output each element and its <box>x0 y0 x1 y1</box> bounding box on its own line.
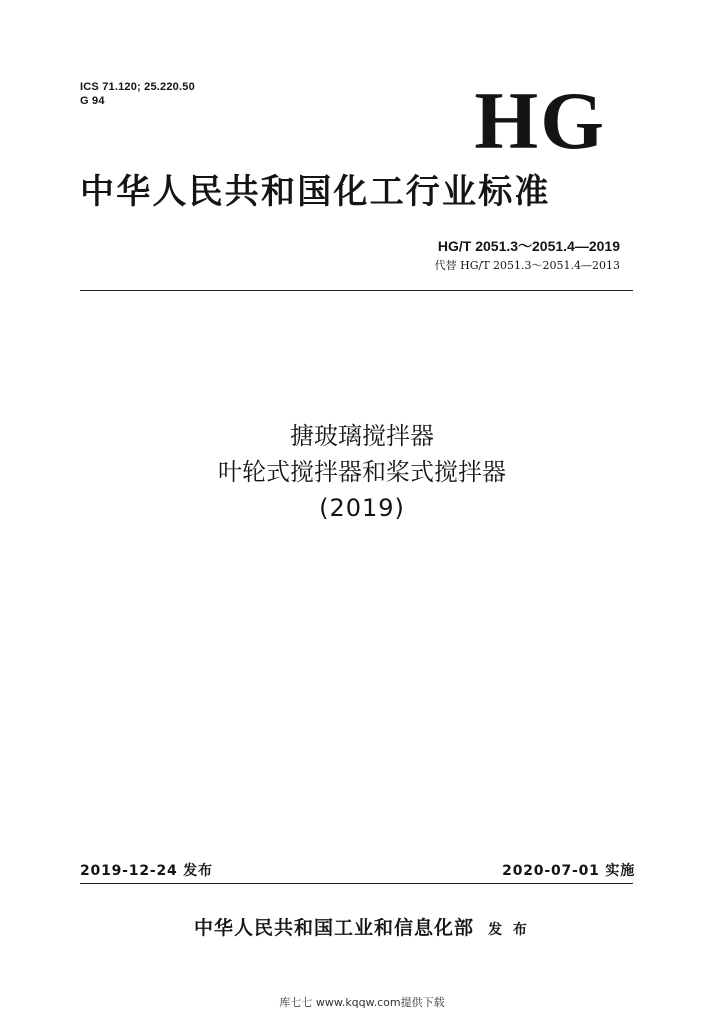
hg-logo: HG <box>474 75 606 166</box>
standard-number: HG/T 2051.3～2051.4—2019 <box>437 238 620 254</box>
replaces-standard: 代替 HG/T 2051.3～2051.4—2013 <box>434 259 620 272</box>
ccs-code: G 94 <box>80 95 105 107</box>
download-footer: 库七七 www.kqqw.com提供下载 <box>279 996 445 1009</box>
document-title-line2: 叶轮式搅拌器和桨式搅拌器 <box>218 458 506 486</box>
issue-date: 2019-12-24 发布 <box>80 863 213 879</box>
ics-code: ICS 71.120; 25.220.50 <box>80 81 195 93</box>
classification-codes <box>80 80 195 108</box>
publish-label: 发 布 <box>488 922 530 938</box>
document-title-year: (2019) <box>319 494 405 522</box>
document-title-line1: 搪玻璃搅拌器 <box>290 422 434 450</box>
publisher-line <box>0 914 724 944</box>
standard-category-title: 中华人民共和国化工行业标准 <box>80 172 551 212</box>
top-divider <box>80 290 633 291</box>
implementation-date: 2020-07-01 实施 <box>502 863 635 879</box>
bottom-divider <box>80 883 633 884</box>
publisher-organization: 中华人民共和国工业和信息化部 <box>194 917 475 939</box>
